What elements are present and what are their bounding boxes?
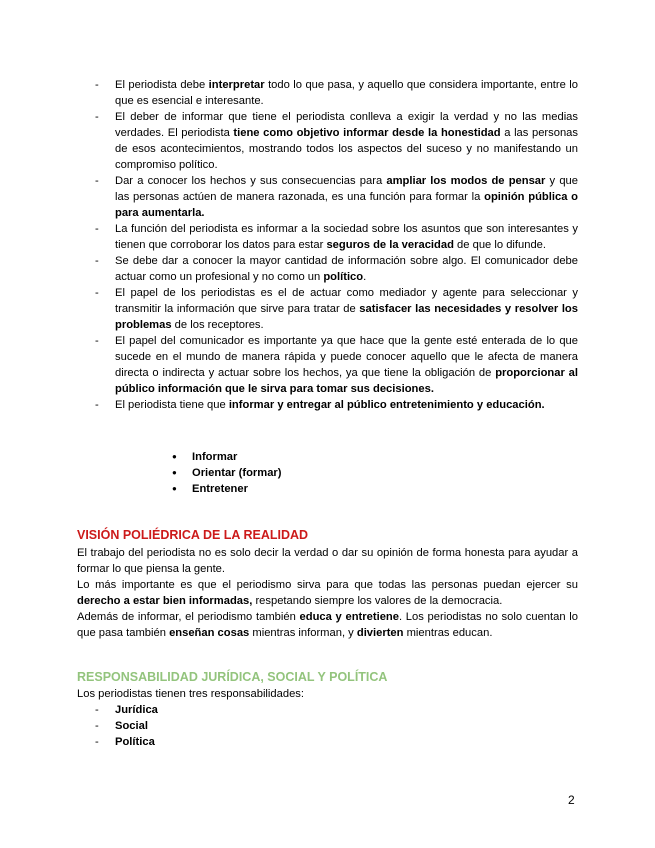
text-run: El periodista debe <box>115 79 209 91</box>
function-item: ● Informar <box>172 449 282 465</box>
journalism-functions-list <box>172 449 282 497</box>
text-run: Dar a conocer los hechos y sus consecuencias para <box>115 175 387 187</box>
text-run: de que lo difunde. <box>453 239 546 251</box>
text-run: mientras educan. <box>403 627 493 639</box>
page-number: 2 <box>568 793 575 807</box>
function-item: ● Entretener <box>172 481 282 497</box>
emphasis-text: satisfacer las necesidades y resolver los problemas <box>115 303 578 331</box>
duty-item <box>77 109 578 173</box>
text-run: respetando siempre los valores de la democracia. <box>252 595 503 607</box>
emphasis-text: interpretar <box>208 79 265 91</box>
duty-item <box>77 221 578 253</box>
responsibility-item: - Social <box>77 718 158 734</box>
text-run: mientras informan, y <box>249 627 357 639</box>
vision-section-text <box>77 545 578 641</box>
journalist-duties-list <box>77 77 578 413</box>
text-run: todo lo que pasa, y aquello que considera importante, entre lo que es esencial e interesante. <box>115 79 579 107</box>
duty-item <box>77 77 578 109</box>
responsibility-item: - Política <box>77 734 158 750</box>
text-run: a las personas de esos acontecimientos, mostrando todos los aspectos del suceso y no manifestando un compromiso político. <box>115 127 578 171</box>
emphasis-text: divierten <box>356 627 404 639</box>
emphasis-text: ampliar los modos de pensar <box>386 175 546 187</box>
text-run: Lo más importante es que el periodismo sirva para que todas las personas puedan ejercer su <box>77 579 578 591</box>
text-run: . Los periodistas no solo cuentan lo que pasa también <box>77 611 578 639</box>
text-run: El deber de informar que tiene el periodista conlleva a exigir la verdad y no las medias verdades. El periodista <box>115 111 578 139</box>
emphasis-text: informar y entregar al público entretenimiento y educación. <box>228 399 545 411</box>
text-run: . <box>363 271 367 283</box>
emphasis-text: tiene como objetivo informar desde la honestidad <box>233 127 501 139</box>
emphasis-text: enseñan cosas <box>169 627 250 639</box>
responsibility-intro: Los periodistas tienen tres responsabilidades: <box>77 688 304 700</box>
responsibility-heading: RESPONSABILIDAD JURÍDICA, SOCIAL Y POLÍTICA <box>77 670 388 684</box>
duty-item <box>77 285 578 333</box>
text-run: La función del periodista es informar a la sociedad sobre los asuntos que son interesantes y tienen que corroborar los datos para estar <box>115 223 578 251</box>
emphasis-text: proporcionar al público información que le sirva para tomar sus decisiones. <box>115 367 578 395</box>
duty-item <box>77 173 578 221</box>
text-run: Se debe dar a conocer la mayor cantidad de información sobre algo. El comunicador debe actuar como un profesional y no como un <box>115 255 578 283</box>
vision-paragraph <box>77 577 578 609</box>
text-run: Además de informar, el periodismo también <box>77 611 300 623</box>
duty-item <box>77 253 578 285</box>
text-run: El trabajo del periodista no es solo decir la verdad o dar su opinión de forma honesta para ayudar a formar lo que piensa la gente. <box>77 547 578 575</box>
emphasis-text: seguros de la veracidad <box>326 239 454 251</box>
emphasis-text: opinión pública o para aumentarla. <box>115 191 579 219</box>
emphasis-text: político <box>323 271 364 283</box>
text-run: y que las personas actúen de manera razonada, es una función para formar la <box>115 175 578 203</box>
responsibility-list <box>77 702 158 750</box>
text-run: de los receptores. <box>171 319 264 331</box>
duty-item <box>77 333 578 397</box>
text-run: El papel del comunicador es importante ya que hace que la gente esté enterada de lo que sucede en el mundo de manera rápida y puede conocer aquello que le afecta de manera directa o indirecta y actuar sobre los hechos, ya que tiene la obligación de <box>115 335 578 379</box>
text-run: El papel de los periodistas es el de actuar como mediador y agente para seleccionar y transmitir la información que sirve para tratar de <box>115 287 578 315</box>
duty-item <box>77 397 578 413</box>
emphasis-text: derecho a estar bien informadas, <box>77 595 253 607</box>
emphasis-text: educa y entretiene <box>299 611 399 623</box>
text-run: El periodista tiene que <box>115 399 229 411</box>
responsibility-item: - Jurídica <box>77 702 158 718</box>
vision-heading: VISIÓN POLIÉDRICA DE LA REALIDAD <box>77 528 309 542</box>
vision-paragraph <box>77 609 578 641</box>
function-item: ● Orientar (formar) <box>172 465 282 481</box>
vision-paragraph <box>77 545 578 577</box>
